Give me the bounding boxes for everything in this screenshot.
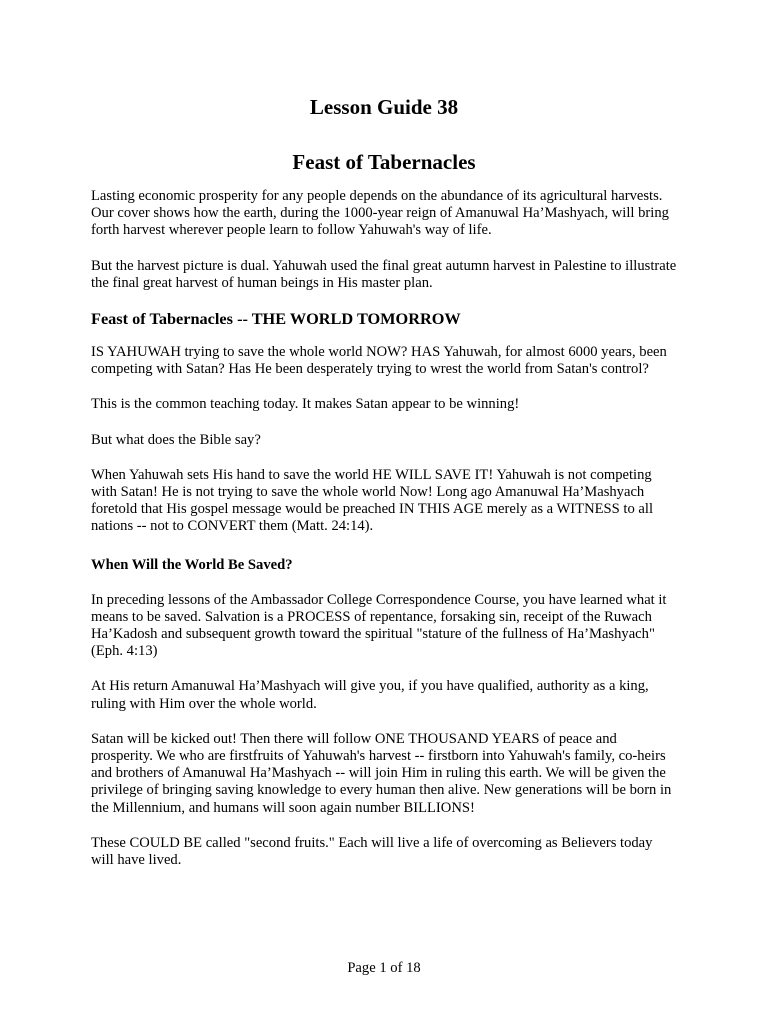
section-heading-world-saved: When Will the World Be Saved? (91, 556, 293, 573)
document-page (91, 92, 677, 869)
section-heading-world-tomorrow: Feast of Tabernacles -- THE WORLD TOMORROW (91, 309, 461, 329)
paragraph-questions: IS YAHUWAH trying to save the whole world NOW? HAS Yahuwah, for almost 6000 years, been competing with Satan? Has He been desperately trying to wrest the world from Satan's control? (91, 344, 667, 378)
paragraph-harvest-dual: But the harvest picture is dual. Yahuwah used the final great autumn harvest in Palestine to illustrate the final great harvest of human beings in His master plan. (91, 257, 677, 291)
paragraph-common-teaching: This is the common teaching today. It makes Satan appear to be winning! (91, 396, 520, 413)
paragraph-intro: Lasting economic prosperity for any people depends on the abundance of its agricultural harvests. Our cover shows how the earth, during the 1000-year reign of Amanuwal Ha’Mashyach, will bring forth harvest wherever people learn to follow Yahuwah's way of life. (91, 188, 669, 239)
paragraph-save-world: When Yahuwah sets His hand to save the world HE WILL SAVE IT! Yahuwah is not competing with Satan! He is not trying to save the whole world Now! Long ago Amanuwal Ha’Mashyach foretold that His gospel message would be preached IN THIS AGE merely as a WITNESS to all nations -- not to CONVERT them (Matt. 24:14). (91, 466, 654, 535)
page-title: Lesson Guide 38 (309, 95, 459, 119)
paragraph-return: At His return Amanuwal Ha’Mashyach will give you, if you have qualified, authority as a king, ruling with Him over the whole world. (91, 678, 649, 712)
page-subtitle: Feast of Tabernacles (292, 150, 476, 174)
paragraph-salvation-process: In preceding lessons of the Ambassador College Correspondence Course, you have learned what it means to be saved. Salvation is a PROCESS of repentance, forsaking sin, receipt of the Ruwach Ha’Kadosh and subsequent growth toward the spiritual "stature of the fullness of Ha’Mashyach" (Eph. 4:13) (91, 591, 667, 660)
page-number: Page 1 of 18 (347, 960, 421, 976)
paragraph-second-fruits: These COULD BE called "second fruits." Each will live a life of overcoming as Believers today will have lived. (91, 834, 653, 869)
paragraph-bible-question: But what does the Bible say? (91, 431, 261, 448)
paragraph-millennium: Satan will be kicked out! Then there will follow ONE THOUSAND YEARS of peace and prosperity. We who are firstfruits of Yahuwah's harvest -- firstborn into Yahuwah's family, co-heirs and brothers of Amanuwal Ha’Mashyach -- will join Him in ruling this earth. We will be given the privilege of bringing saving knowledge to every human then alive. New generations will be born in the Millennium, and humans will soon again number BILLIONS! (91, 730, 672, 816)
